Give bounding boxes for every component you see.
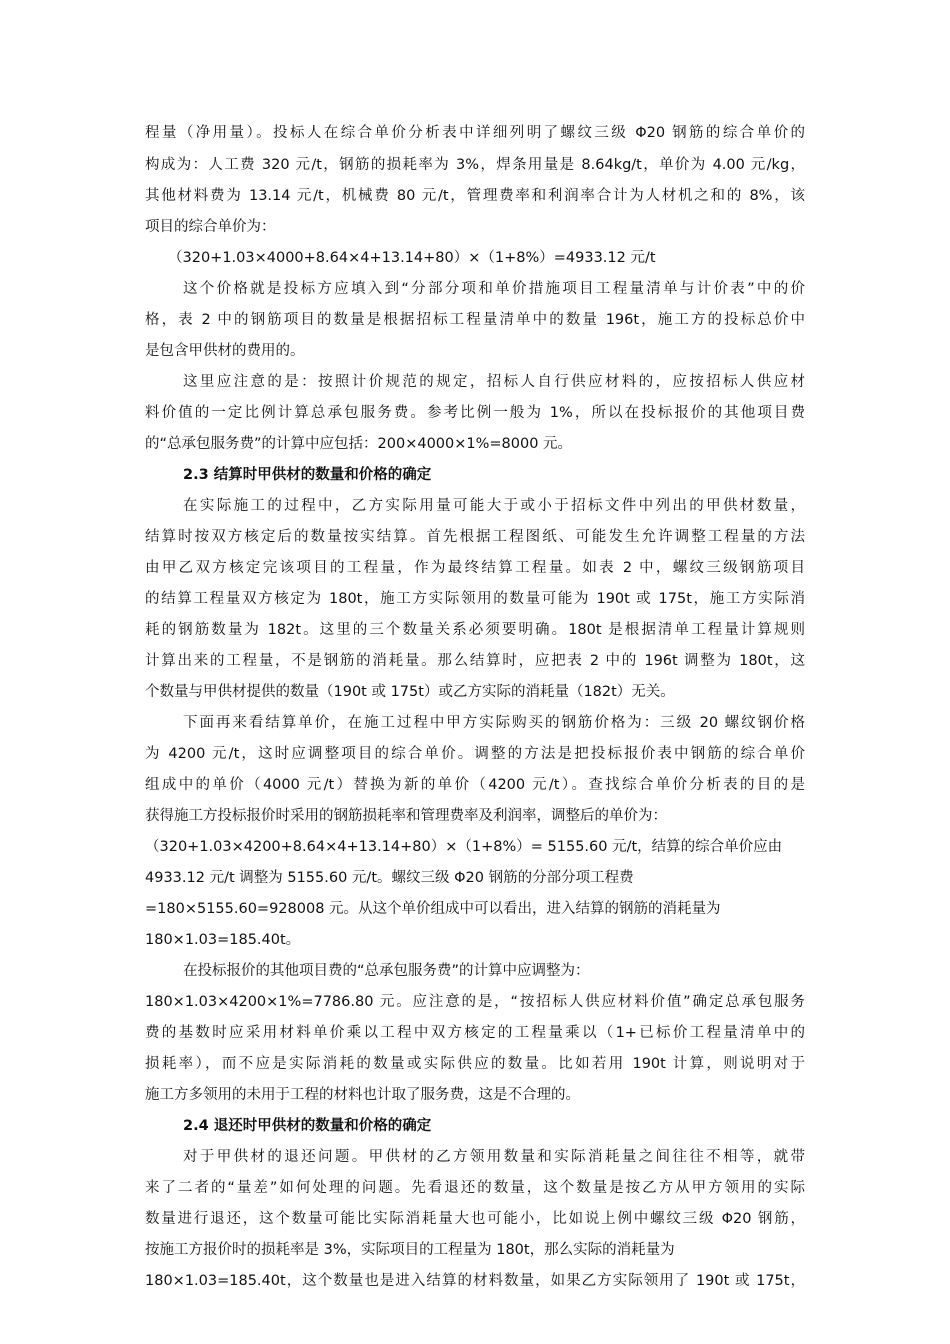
text-line-9: 这里应注意的是：按照计价规范的规定，招标人自行供应材料的，应按招标人供应材 (183, 374, 805, 390)
section-heading-2-4: 2.4 退还时甲供材的数量和价格的确定 (183, 1118, 432, 1134)
text-line-21: 为 4200 元/t，这时应调整项目的综合单价。调整的方法是把投标报价表中钢筋的综合单价 (145, 746, 805, 762)
text-line-36: 数量进行退还，这个数量可能比实际消耗量大也可能小，比如说上例中螺纹三级 Φ20 钢筋， (145, 1211, 805, 1227)
section-heading-2-3: 2.3 结算时甲供材的数量和价格的确定 (183, 467, 432, 483)
text-line-10: 料价值的一定比例计算总承包服务费。参考比例一般为 1%，所以在投标报价的其他项目费 (145, 405, 805, 421)
text-line-15: 由甲乙双方核定完该项目的工程量，作为最终结算工程量。如表 2 中，螺纹三级钢筋项目 (145, 560, 805, 576)
text-line-34: 对于甲供材的退还问题。甲供材的乙方领用数量和实际消耗量之间往往不相等，就带 (183, 1149, 805, 1165)
text-line-17: 耗的钢筋数量为 182t。这里的三个数量关系必须要明确。180t 是根据清单工程量计算规则 (145, 622, 805, 638)
text-line-31: 损耗率），而不应是实际消耗的数量或实际供应的数量。比如若用 190t 计算，则说明对于 (145, 1056, 805, 1072)
text-line-14: 结算时按双方核定后的数量按实结算。首先根据工程图纸、可能发生允许调整工程量的方法 (145, 529, 805, 545)
text-line-19: 个数量与甲供材提供的数量（190t 或 175t）或乙方实际的消耗量（182t）无关。 (145, 684, 675, 700)
text-line-23: 获得施工方投标报价时采用的钢筋损耗率和管理费率及利润率，调整后的单价为： (145, 808, 667, 824)
text-line-27: 180×1.03=185.40t。 (145, 932, 301, 948)
text-line-13: 在实际施工的过程中，乙方实际用量可能大于或小于招标文件中列出的甲供材数量， (183, 498, 805, 514)
text-line-11: 的“总承包服务费”的计算中应包括：200×4000×1%=8000 元。 (145, 436, 573, 452)
text-line-30: 费的基数时应采用材料单价乘以工程中双方核定的工程量乘以（1+已标价工程量清单中的 (145, 1025, 805, 1041)
text-line-37: 按施工方报价时的损耗率是 3%，实际项目的工程量为 180t，那么实际的消耗量为 (145, 1242, 675, 1258)
text-line-25: 4933.12 元/t 调整为 5155.60 元/t。螺纹三级 Φ20 钢筋的分部分项工程费 (145, 870, 634, 886)
text-line-38: 180×1.03=185.40t，这个数量也是进入结算的材料数量，如果乙方实际领用了 190t 或 175t， (145, 1273, 805, 1289)
text-line-4: 项目的综合单价为： (145, 219, 276, 235)
text-line-3: 其他材料费为 13.14 元/t，机械费 80 元/t，管理费率和利润率合计为人材机之和的 8%，该 (145, 188, 805, 204)
text-line-32: 施工方多领用的未用于工程的材料也计取了服务费，这是不合理的。 (145, 1087, 580, 1103)
text-line-18: 计算出来的工程量，不是钢筋的消耗量。那么结算时，应把表 2 中的 196t 调整为 180t，这 (145, 653, 805, 669)
formula-line-1: （320+1.03×4000+8.64×4+13.14+80）×（1+8%）=4933.12 元/t (168, 250, 656, 266)
text-line-28: 在投标报价的其他项目费的“总承包服务费”的计算中应调整为： (183, 963, 590, 979)
text-line-29: 180×1.03×4200×1%=7786.80 元。应注意的是，“按招标人供应材料价值”确定总承包服务 (145, 994, 805, 1010)
formula-line-2: （320+1.03×4200+8.64×4+13.14+80）×（1+8%）= 5155.60 元/t，结算的综合单价应由 (145, 839, 783, 855)
text-line-8: 是包含甲供材的费用的。 (145, 343, 305, 359)
text-line-2: 构成为：人工费 320 元/t，钢筋的损耗率为 3%，焊条用量是 8.64kg/t，单价为 4.00 元/kg， (145, 157, 805, 173)
text-line-16: 的结算工程量双方核定为 180t，施工方实际领用的数量可能为 190t 或 175t，施工方实际消 (145, 591, 805, 607)
text-line-20: 下面再来看结算单价，在施工过程中甲方实际购买的钢筋价格为：三级 20 螺纹钢价格 (183, 715, 805, 731)
text-line-22: 组成中的单价（4000 元/t）替换为新的单价（4200 元/t）。查找综合单价分析表的目的是 (145, 777, 805, 793)
text-line-7: 格，表 2 中的钢筋项目的数量是根据招标工程量清单中的数量 196t，施工方的投标总价中 (145, 312, 805, 328)
text-line-1: 程量（净用量）。投标人在综合单价分析表中详细列明了螺纹三级 Φ20 钢筋的综合单价的 (145, 125, 805, 141)
text-line-6: 这个价格就是投标方应填入到“分部分项和单价措施项目工程量清单与计价表”中的价 (183, 281, 805, 297)
text-line-35: 来了二者的“量差”如何处理的问题。先看退还的数量，这个数量是按乙方从甲方领用的实际 (145, 1180, 805, 1196)
text-line-26: =180×5155.60=928008 元。从这个单价组成中可以看出，进入结算的钢筋的消耗量为 (145, 901, 721, 917)
